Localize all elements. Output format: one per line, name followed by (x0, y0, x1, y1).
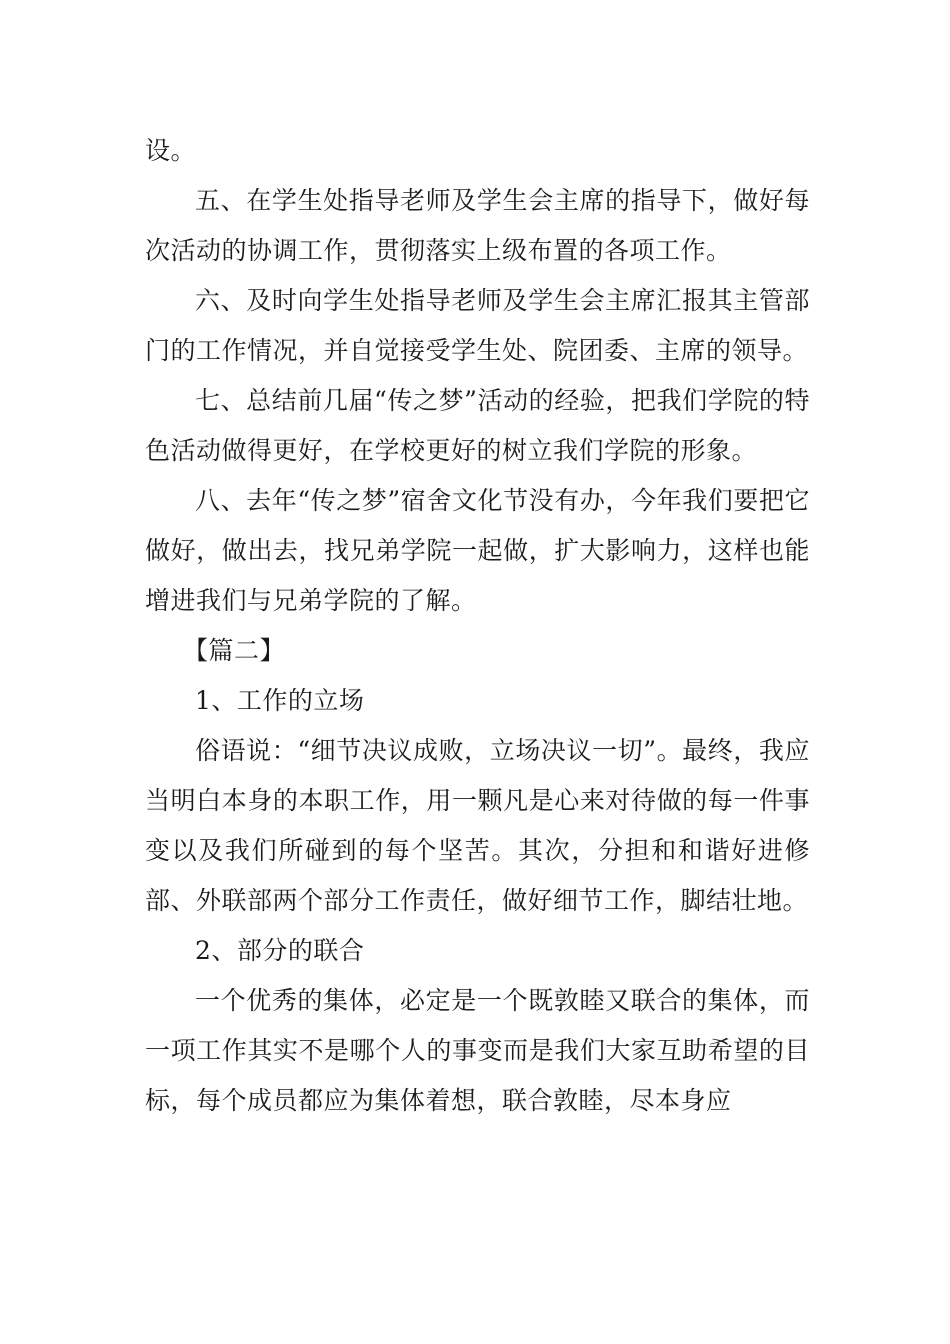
section-heading: 【篇二】 (183, 636, 286, 665)
paragraph-item-6: 六、及时向学生处指导老师及学生会主席汇报其主管部门的工作情况，并自觉接受学生处、院团委、主席的领导。 (145, 286, 810, 365)
paragraph-continuation: 设。 (145, 136, 197, 165)
paragraph-item-7: 七、总结前几届“传之梦”活动的经验，把我们学院的特色活动做得更好，在学校更好的树立我们学院的形象。 (145, 386, 810, 465)
paragraph-item-5: 五、在学生处指导老师及学生会主席的指导下，做好每次活动的协调工作，贯彻落实上级布置的各项工作。 (145, 186, 810, 265)
paragraph-department-unity: 一个优秀的集体，必定是一个既敦睦又联合的集体，而一项工作其实不是哪个人的事变而是我们大家互助希望的目标，每个成员都应为集体着想，联合敦睦，尽本身应 (145, 986, 810, 1115)
paragraph-work-attitude: 俗语说：“细节决议成败，立场决议一切”。最终，我应当明白本身的本职工作，用一颗凡是心来对待做的每一件事变以及我们所碰到的每个坚苦。其次，分担和和谐好进修部、外联部两个部分工作责任，做好细节工作，脚结壮地。 (145, 736, 810, 915)
subheading-work-attitude: 1、工作的立场 (195, 686, 365, 715)
subheading-department-unity: 2、部分的联合 (195, 936, 365, 965)
document-body (145, 126, 810, 1126)
paragraph-item-8: 八、去年“传之梦”宿舍文化节没有办，今年我们要把它做好，做出去，找兄弟学院一起做，扩大影响力，这样也能增进我们与兄弟学院的了解。 (145, 486, 810, 615)
